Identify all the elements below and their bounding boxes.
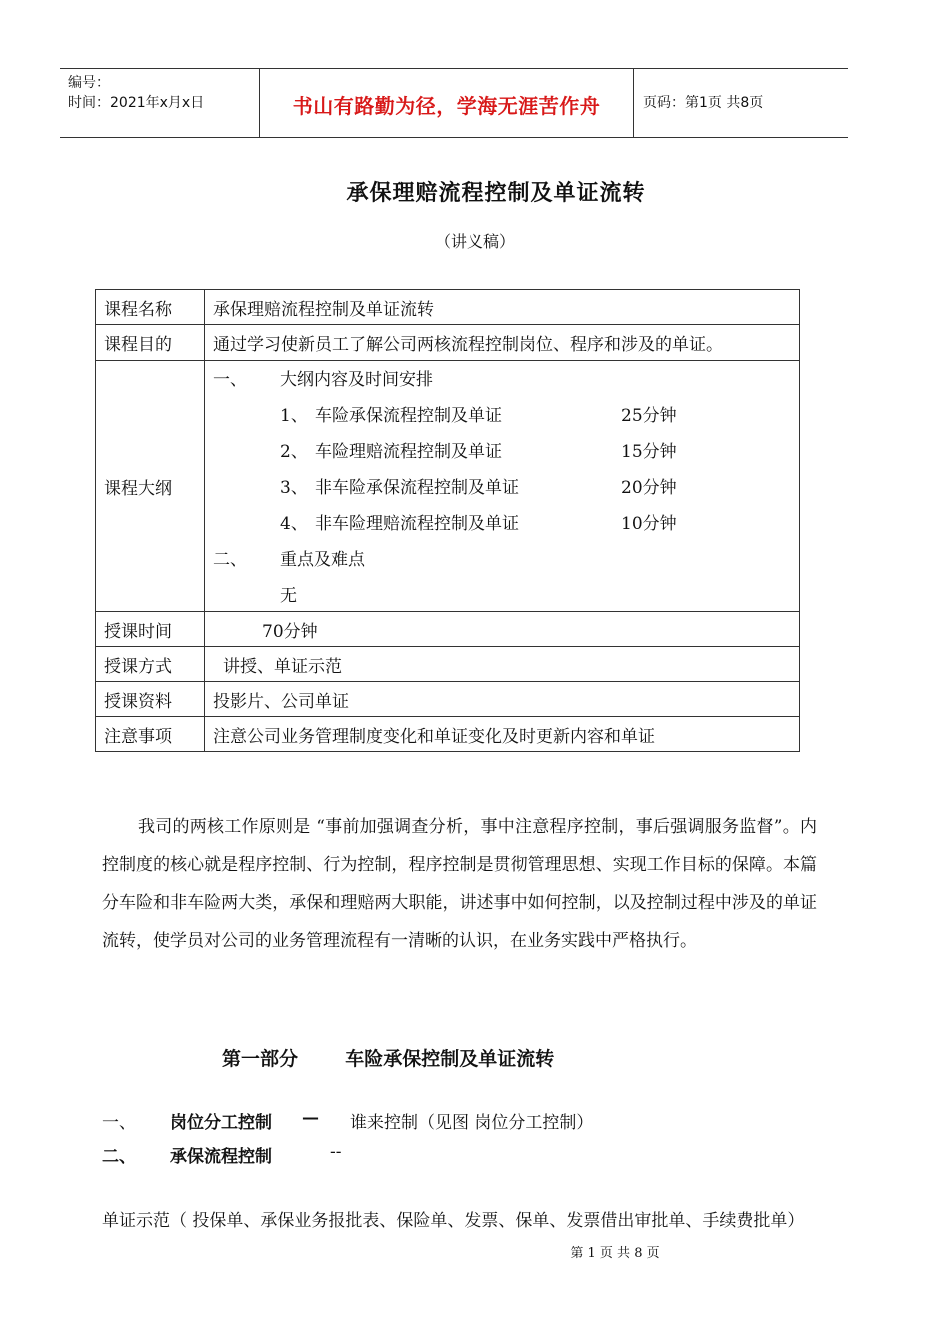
outline-sec1-num: 一、 xyxy=(213,370,247,390)
time-label: 时间：2021年x月x日 xyxy=(68,95,205,111)
table-row xyxy=(96,361,800,612)
outline-sec2-value: 无 xyxy=(280,586,297,606)
part1-heading xyxy=(222,1044,554,1071)
outline-item-text: 非车险承保流程控制及单证 xyxy=(315,478,519,498)
section2-number: 二、 xyxy=(102,1147,136,1167)
header-meta-cell xyxy=(60,69,259,137)
table-row xyxy=(96,717,800,752)
section1-dash: — xyxy=(302,1108,319,1128)
course-notes-key: 注意事项 xyxy=(96,717,205,752)
table-row xyxy=(96,682,800,717)
section1-number: 一、 xyxy=(102,1113,136,1133)
table-row xyxy=(96,290,800,325)
document-demo-text: 单证示范（ 投保单、承保业务报批表、保险单、发票、保单、发票借出审批单、手续费批单） xyxy=(102,1211,805,1231)
section1-title: 岗位分工控制 xyxy=(170,1113,272,1133)
course-method-key: 授课方式 xyxy=(96,647,205,682)
header-motto-cell xyxy=(259,69,634,137)
course-method-value: 讲授、单证示范 xyxy=(205,647,800,682)
intro-paragraph: 我司的两核工作原则是 “事前加强调查分析，事中注意程序控制，事后强调服务监督”。内控制度的核心就是程序控制、行为控制，程序控制是贯彻管理思想、实现工作目标的保障。本篇分车险和非车险两大类，承保和理赔两大职能，讲述事中如何控制，以及控制过程中涉及的单证流转，使学员对公司的业务管理流程有一清晰的认识，在业务实践中严格执行。 xyxy=(102,817,817,951)
course-name-value: 承保理赔流程控制及单证流转 xyxy=(205,290,800,325)
page-header xyxy=(60,68,848,138)
document-subtitle: （讲义稿） xyxy=(434,232,515,251)
course-notes-value: 注意公司业务管理制度变化和单证变化及时更新内容和单证 xyxy=(205,717,800,752)
course-time-key: 授课时间 xyxy=(96,612,205,647)
outline-item-text: 车险理赔流程控制及单证 xyxy=(315,442,502,462)
course-goal-value: 通过学习使新员工了解公司两核流程控制岗位、程序和涉及的单证。 xyxy=(205,325,800,361)
course-goal-key: 课程目的 xyxy=(96,325,205,361)
outline-item-time: 25分钟 xyxy=(621,406,677,426)
table-row xyxy=(96,325,800,361)
course-outline-key: 课程大纲 xyxy=(96,361,205,612)
document-demo-list xyxy=(102,1170,827,1238)
outline-item-num: 3、 xyxy=(280,478,308,498)
outline-sec2-num: 二、 xyxy=(213,550,247,570)
course-name-key: 课程名称 xyxy=(96,290,205,325)
course-info-table xyxy=(95,289,800,752)
motto-text: 书山有路勤为径，学海无涯苦作舟 xyxy=(292,94,601,118)
outline-item-text: 非车险理赔流程控制及单证 xyxy=(315,514,519,534)
section2-dash: -- xyxy=(330,1142,342,1162)
part1-title: 车险承保控制及单证流转 xyxy=(345,1048,555,1070)
outline-item-time: 15分钟 xyxy=(621,442,677,462)
outline-item-num: 2、 xyxy=(280,442,308,462)
table-row xyxy=(96,647,800,682)
outline-item-num: 1、 xyxy=(280,406,308,426)
outline-sec2-title: 重点及难点 xyxy=(280,550,365,570)
course-material-key: 授课资料 xyxy=(96,682,205,717)
section2-title: 承保流程控制 xyxy=(170,1147,272,1167)
header-page-cell xyxy=(633,69,848,137)
page-number-label: 页码：第1页 共8页 xyxy=(643,95,764,111)
course-time-value: 70分钟 xyxy=(205,612,800,647)
document-title: 承保理赔流程控制及单证流转 xyxy=(346,180,646,206)
part1-label: 第一部分 xyxy=(222,1048,299,1070)
outline-sec1-title: 大纲内容及时间安排 xyxy=(280,370,433,390)
section1-description: 谁来控制（见图 岗位分工控制） xyxy=(350,1113,594,1133)
outline-item-text: 车险承保流程控制及单证 xyxy=(315,406,502,426)
course-outline-value xyxy=(205,361,800,612)
number-label: 编号： xyxy=(68,75,110,91)
page-footer: 第 1 页 共 8 页 xyxy=(570,1246,660,1261)
outline-item-time: 10分钟 xyxy=(621,514,677,534)
table-row xyxy=(96,612,800,647)
outline-item-num: 4、 xyxy=(280,514,308,534)
course-material-value: 投影片、公司单证 xyxy=(205,682,800,717)
outline-item-time: 20分钟 xyxy=(621,478,677,498)
